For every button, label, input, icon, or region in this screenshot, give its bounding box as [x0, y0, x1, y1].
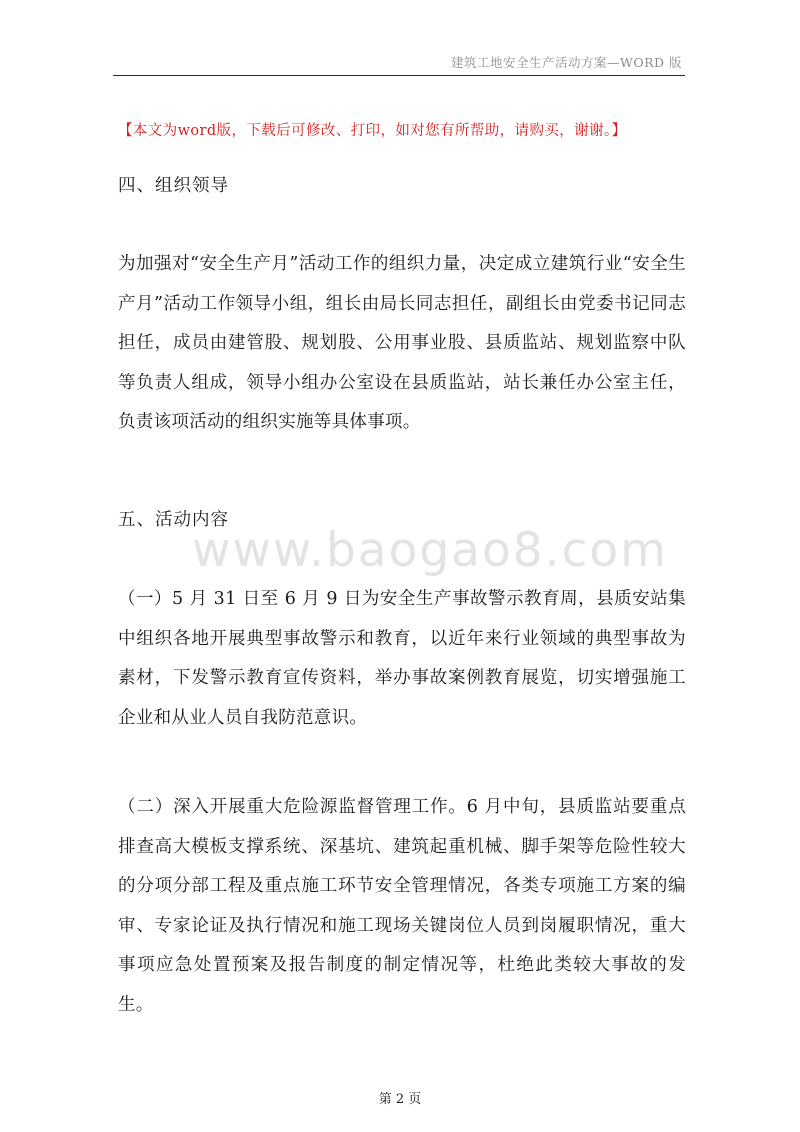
header-divider: [113, 75, 685, 76]
purchase-notice: 【本文为word版，下载后可修改、打印，如对您有所帮助，请购买，谢谢。】: [118, 123, 627, 139]
page-number: 第 2 页: [378, 1092, 422, 1107]
section-heading-organization: 四、组织领导: [118, 176, 229, 196]
paragraph-activity-2: （二）深入开展重大危险源监督管理工作。6 月中旬，县质监站要重点排查高大模板支撑系统、深基坑、建筑起重机械、脚手架等危险性较大的分项分部工程及重点施工环节安全管理情况，各类专项施工方案的编审、专家论证及执行情况和施工现场关键岗位人员到岗履职情况，重大事项应急处置预案及报告制度的制定情况等，杜绝此类较大事故的发生。: [118, 797, 686, 1015]
section-heading-activities: 五、活动内容: [118, 510, 229, 530]
paragraph-activity-1: （一）5 月 31 日至 6 月 9 日为安全生产事故警示教育周，县质安站集中组织各地开展典型事故警示和教育，以近年来行业领域的典型事故为素材，下发警示教育宣传资料，举办事故案例教育展览，切实增强施工企业和从业人员自我防范意识。: [118, 589, 686, 728]
document-header-title: 建筑工地安全生产活动方案—WORD 版: [450, 55, 682, 70]
watermark: www.baogao8.com: [192, 523, 668, 578]
paragraph-organization: 为加强对“安全生产月”活动工作的组织力量，决定成立建筑行业“安全生产月”活动工作领导小组，组长由局长同志担任，副组长由党委书记同志担任，成员由建管股、规划股、公用事业股、县质监站、规划监察中队等负责人组成，领导小组办公室设在县质监站，站长兼任办公室主任，负责该项活动的组织实施等具体事项。: [118, 254, 686, 432]
